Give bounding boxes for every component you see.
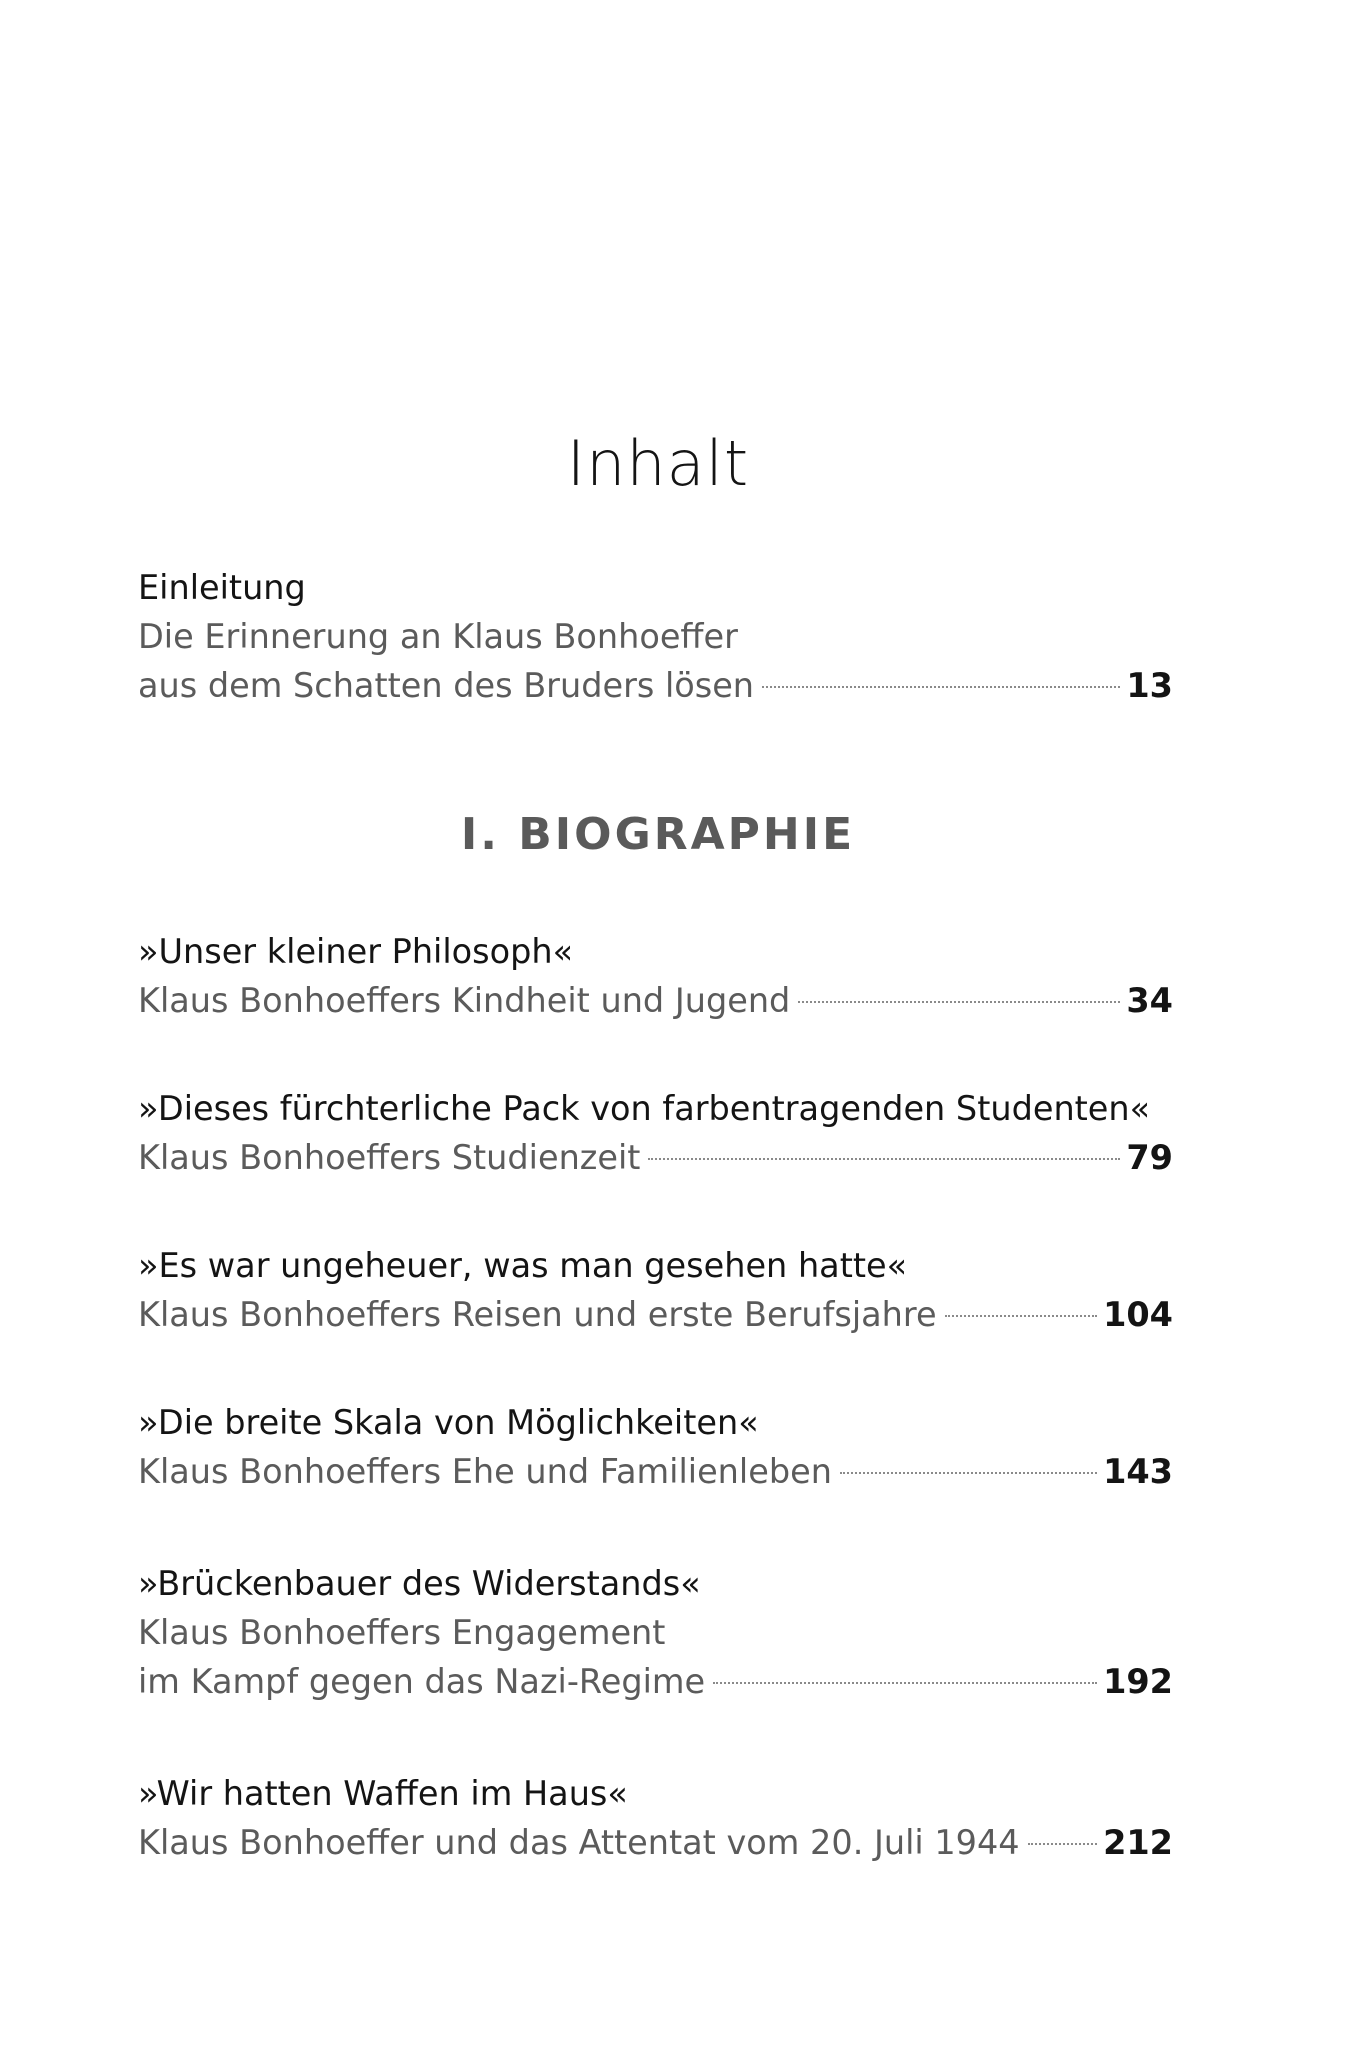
toc-entry-chapter[interactable]	[138, 927, 1173, 1025]
entry-title: »Dieses fürchterliche Pack von farbentragenden Studenten«	[138, 1089, 1151, 1128]
page-number: 143	[1103, 1452, 1173, 1491]
entry-title: »Brückenbauer des Widerstands«	[138, 1564, 701, 1603]
toc-entry-chapter[interactable]	[138, 1084, 1173, 1182]
entry-leader-line	[138, 1290, 1173, 1339]
toc-entry-chapter[interactable]	[138, 1769, 1173, 1867]
entry-title: »Unser kleiner Philosoph«	[138, 932, 574, 971]
entry-subtitle: aus dem Schatten des Bruders lösen	[138, 666, 755, 705]
entry-leader-line	[138, 1818, 1173, 1867]
page-number: 34	[1126, 981, 1173, 1020]
entry-subtitle: Klaus Bonhoeffers Kindheit und Jugend	[138, 981, 791, 1020]
entry-subtitle: Die Erinnerung an Klaus Bonhoeffer	[138, 617, 738, 656]
dot-leader	[840, 1472, 1097, 1474]
entry-title: »Es war ungeheuer, was man gesehen hatte«	[138, 1246, 908, 1285]
entry-subtitle: im Kampf gegen das Nazi-Regime	[138, 1662, 706, 1701]
entry-title: Einleitung	[138, 568, 306, 607]
dot-leader	[713, 1682, 1097, 1684]
page-number: 104	[1103, 1295, 1173, 1334]
dot-leader	[945, 1315, 1098, 1317]
page-number: 79	[1126, 1138, 1173, 1177]
page-number: 192	[1103, 1662, 1173, 1701]
entry-leader-line	[138, 1657, 1173, 1706]
entry-subtitle: Klaus Bonhoeffers Reisen und erste Berufsjahre	[138, 1295, 937, 1334]
entry-leader-line	[138, 1133, 1173, 1182]
toc-entry-chapter[interactable]	[138, 1559, 1173, 1706]
dot-leader	[798, 1001, 1120, 1003]
entry-subtitle: Klaus Bonhoeffers Engagement	[138, 1613, 666, 1652]
toc-entry-chapter[interactable]	[138, 1241, 1173, 1339]
entry-leader-line	[138, 1447, 1173, 1496]
page-title: Inhalt	[566, 427, 750, 500]
dot-leader	[1028, 1843, 1097, 1845]
page-number: 13	[1126, 666, 1173, 705]
dot-leader	[648, 1158, 1120, 1160]
entry-title: »Die breite Skala von Möglichkeiten«	[138, 1403, 759, 1442]
entry-subtitle: Klaus Bonhoeffers Studienzeit	[138, 1138, 641, 1177]
entry-subtitle: Klaus Bonhoeffer und das Attentat vom 20. Juli 1944	[138, 1823, 1020, 1862]
entry-leader-line	[138, 661, 1173, 710]
page-number: 212	[1103, 1823, 1173, 1862]
entry-leader-line	[138, 976, 1173, 1025]
entry-subtitle: Klaus Bonhoeffers Ehe und Familienleben	[138, 1452, 832, 1491]
toc-entry-introduction[interactable]	[138, 563, 1173, 710]
section-heading: I. BIOGRAPHIE	[460, 809, 856, 860]
toc-entry-chapter[interactable]	[138, 1398, 1173, 1496]
dot-leader	[762, 686, 1120, 688]
entry-title: »Wir hatten Waffen im Haus«	[138, 1774, 628, 1813]
